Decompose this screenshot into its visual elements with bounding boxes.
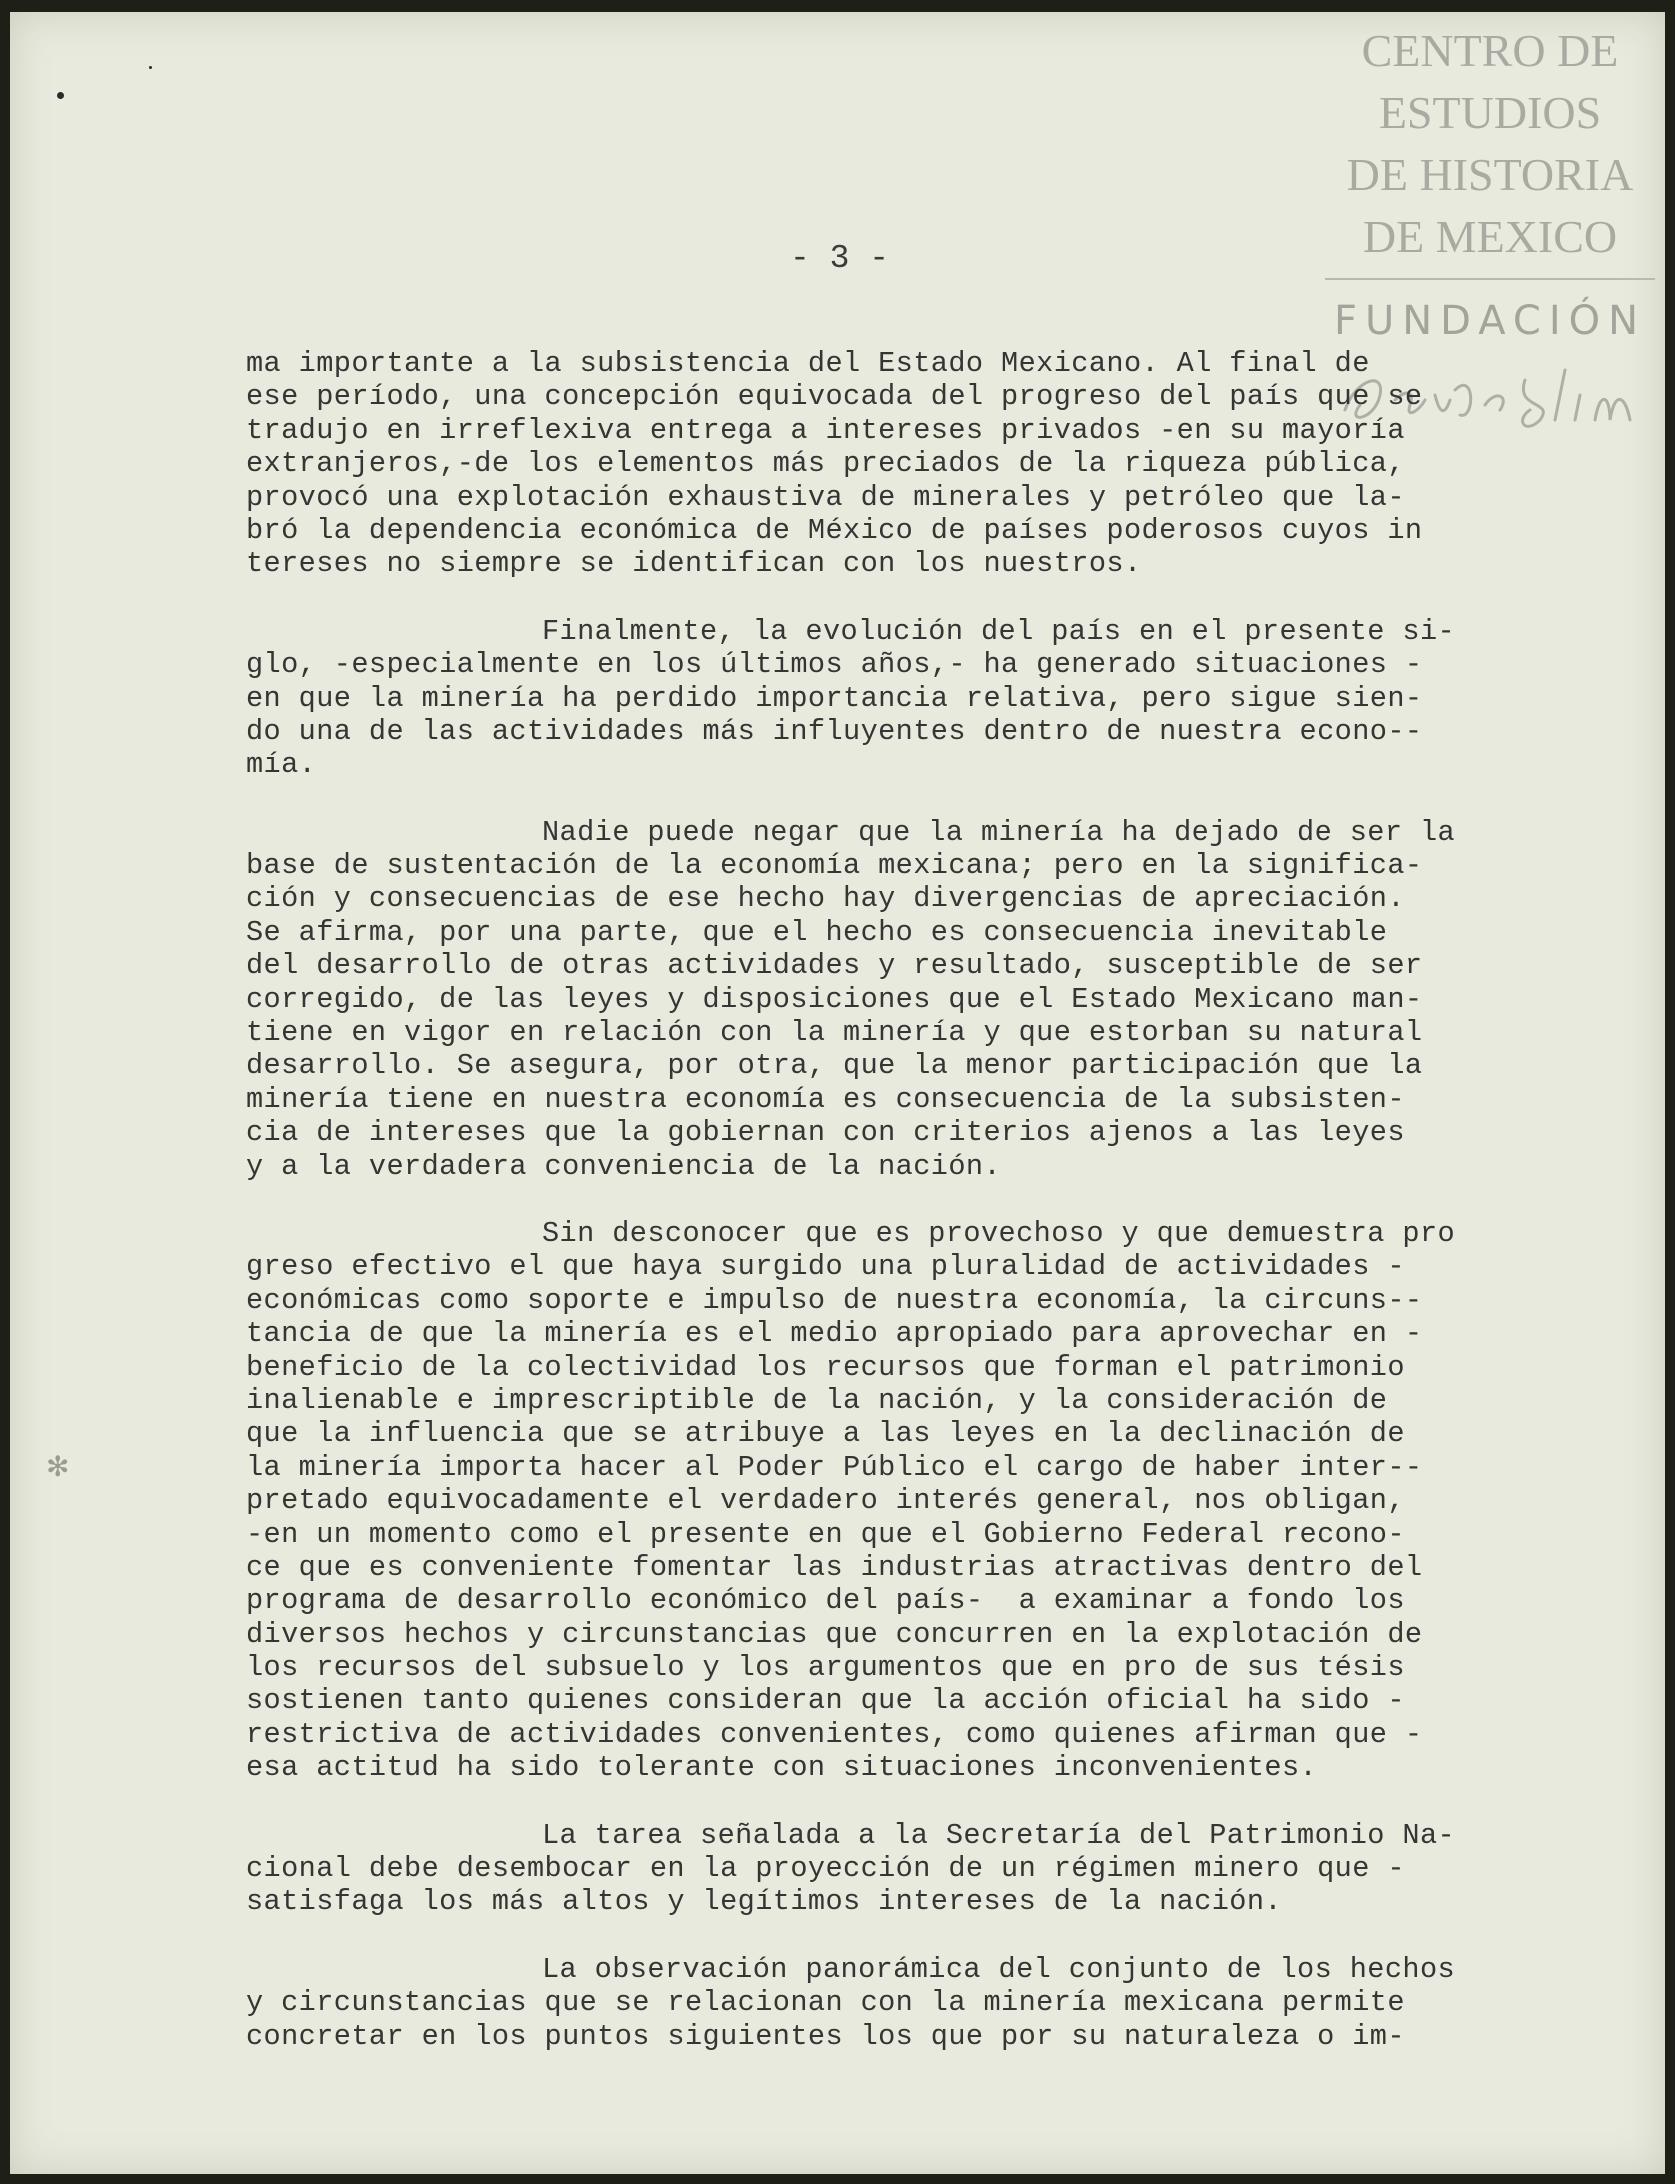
text-line: Sin desconocer que es provechoso y que demuestra pro <box>542 1216 1456 1250</box>
text-line: mía. <box>246 748 317 782</box>
text-line: del desarrollo de otras actividades y resultado, susceptible de ser <box>246 949 1423 983</box>
watermark-line: DE HISTORIA <box>1346 149 1634 200</box>
text-line: tiene en vigor en relación con la minería y que estorban su natural <box>246 1016 1423 1050</box>
text-line: los recursos del subsuelo y los argumentos que en pro de sus tésis <box>246 1651 1405 1685</box>
paragraph <box>246 1217 1606 1785</box>
ink-speck <box>149 66 152 69</box>
text-line: Nadie puede negar que la minería ha dejado de ser la <box>542 815 1456 849</box>
page-number: - 3 - <box>790 240 890 277</box>
text-line: corregido, de las leyes y disposiciones que el Estado Mexicano man- <box>246 982 1423 1016</box>
paragraph <box>246 1819 1606 1919</box>
text-line: económicas como soporte e impulso de nuestra economía, la circuns-- <box>246 1283 1423 1317</box>
watermark-divider <box>1325 278 1655 280</box>
text-line: ma importante a la subsistencia del Estado Mexicano. Al final de <box>246 347 1370 380</box>
text-line: ción y consecuencias de ese hecho hay divergencias de apreciación. <box>246 882 1405 916</box>
text-line: do una de las actividades más influyentes dentro de nuestra econo-- <box>246 714 1423 748</box>
watermark-line: CENTRO DE <box>1361 25 1619 76</box>
text-line: glo, -especialmente en los últimos años,- ha generado situaciones - <box>246 648 1423 682</box>
paragraph <box>246 1953 1606 2053</box>
text-line: beneficio de la colectividad los recursos que forman el patrimonio <box>246 1350 1405 1384</box>
text-line: tradujo en irreflexiva entrega a intereses privados -en su mayoría <box>246 413 1405 447</box>
text-line: tereses no siempre se identifican con los nuestros. <box>246 547 1142 581</box>
text-line: -en un momento como el presente en que el Gobierno Federal recono- <box>246 1517 1405 1551</box>
text-line: sostienen tanto quienes consideran que la acción oficial ha sido - <box>246 1684 1405 1718</box>
text-line: esa actitud ha sido tolerante con situaciones inconvenientes. <box>246 1751 1318 1785</box>
text-line: concretar en los puntos siguientes los que por su naturaleza o im- <box>246 2019 1405 2053</box>
margin-mark-icon: ✻ <box>46 1450 70 1483</box>
paragraph <box>246 816 1606 1183</box>
text-line: La observación panorámica del conjunto de los hechos <box>542 1952 1456 1986</box>
text-line: diversos hechos y circunstancias que concurren en la explotación de <box>246 1617 1423 1651</box>
text-line: bró la dependencia económica de México de países poderosos cuyos in <box>246 513 1423 547</box>
ink-speck <box>57 92 64 99</box>
paragraph <box>246 347 1606 581</box>
text-line: que la influencia que se atribuye a las leyes en la declinación de <box>246 1417 1405 1451</box>
text-line: programa de desarrollo económico del país- a examinar a fondo los <box>246 1584 1405 1618</box>
text-line: provocó una explotación exhaustiva de minerales y petróleo que la- <box>246 480 1405 514</box>
text-line: inalienable e imprescriptible de la nación, y la consideración de <box>246 1383 1388 1417</box>
text-line: minería tiene en nuestra economía es consecuencia de la subsisten- <box>246 1082 1405 1116</box>
text-line: satisfaga los más altos y legítimos intereses de la nación. <box>246 1885 1282 1919</box>
text-line: Se afirma, por una parte, que el hecho es consecuencia inevitable <box>246 915 1388 949</box>
text-line: base de sustentación de la economía mexicana; pero en la significa- <box>246 849 1423 883</box>
text-line: ce que es conveniente fomentar las industrias atractivas dentro del <box>246 1550 1423 1584</box>
text-line: greso efectivo el que haya surgido una pluralidad de actividades - <box>246 1250 1405 1284</box>
text-line: desarrollo. Se asegura, por otra, que la menor participación que la <box>246 1049 1423 1083</box>
document-body <box>246 347 1606 2087</box>
text-line: en que la minería ha perdido importancia relativa, pero sigue sien- <box>246 681 1423 715</box>
text-line: tancia de que la minería es el medio apropiado para aprovechar en - <box>246 1317 1423 1351</box>
foundation-label: FUNDACIÓN <box>1333 298 1647 344</box>
text-line: cia de intereses que la gobiernan con criterios ajenos a las leyes <box>246 1116 1405 1150</box>
archive-watermark <box>1325 20 1655 346</box>
paragraph <box>246 615 1606 782</box>
text-line: ese período, una concepción equivocada del progreso del país que se <box>246 380 1423 414</box>
text-line: la minería importa hacer al Poder Público el cargo de haber inter-- <box>246 1450 1423 1484</box>
text-line: La tarea señalada a la Secretaría del Patrimonio Na- <box>542 1818 1456 1852</box>
watermark-line: ESTUDIOS <box>1378 87 1602 138</box>
text-line: y circunstancias que se relacionan con la minería mexicana permite <box>246 1986 1405 2020</box>
text-line: cional debe desembocar en la proyección de un régimen minero que - <box>246 1852 1405 1886</box>
watermark-line: DE MEXICO <box>1362 211 1618 262</box>
text-line: restrictiva de actividades convenientes, como quienes afirman que - <box>246 1717 1423 1751</box>
text-line: Finalmente, la evolución del país en el presente si- <box>542 614 1456 648</box>
text-line: pretado equivocadamente el verdadero interés general, nos obligan, <box>246 1484 1405 1518</box>
text-line: y a la verdadera conveniencia de la nación. <box>246 1149 1002 1183</box>
text-line: extranjeros,-de los elementos más preciados de la riqueza pública, <box>246 447 1405 481</box>
